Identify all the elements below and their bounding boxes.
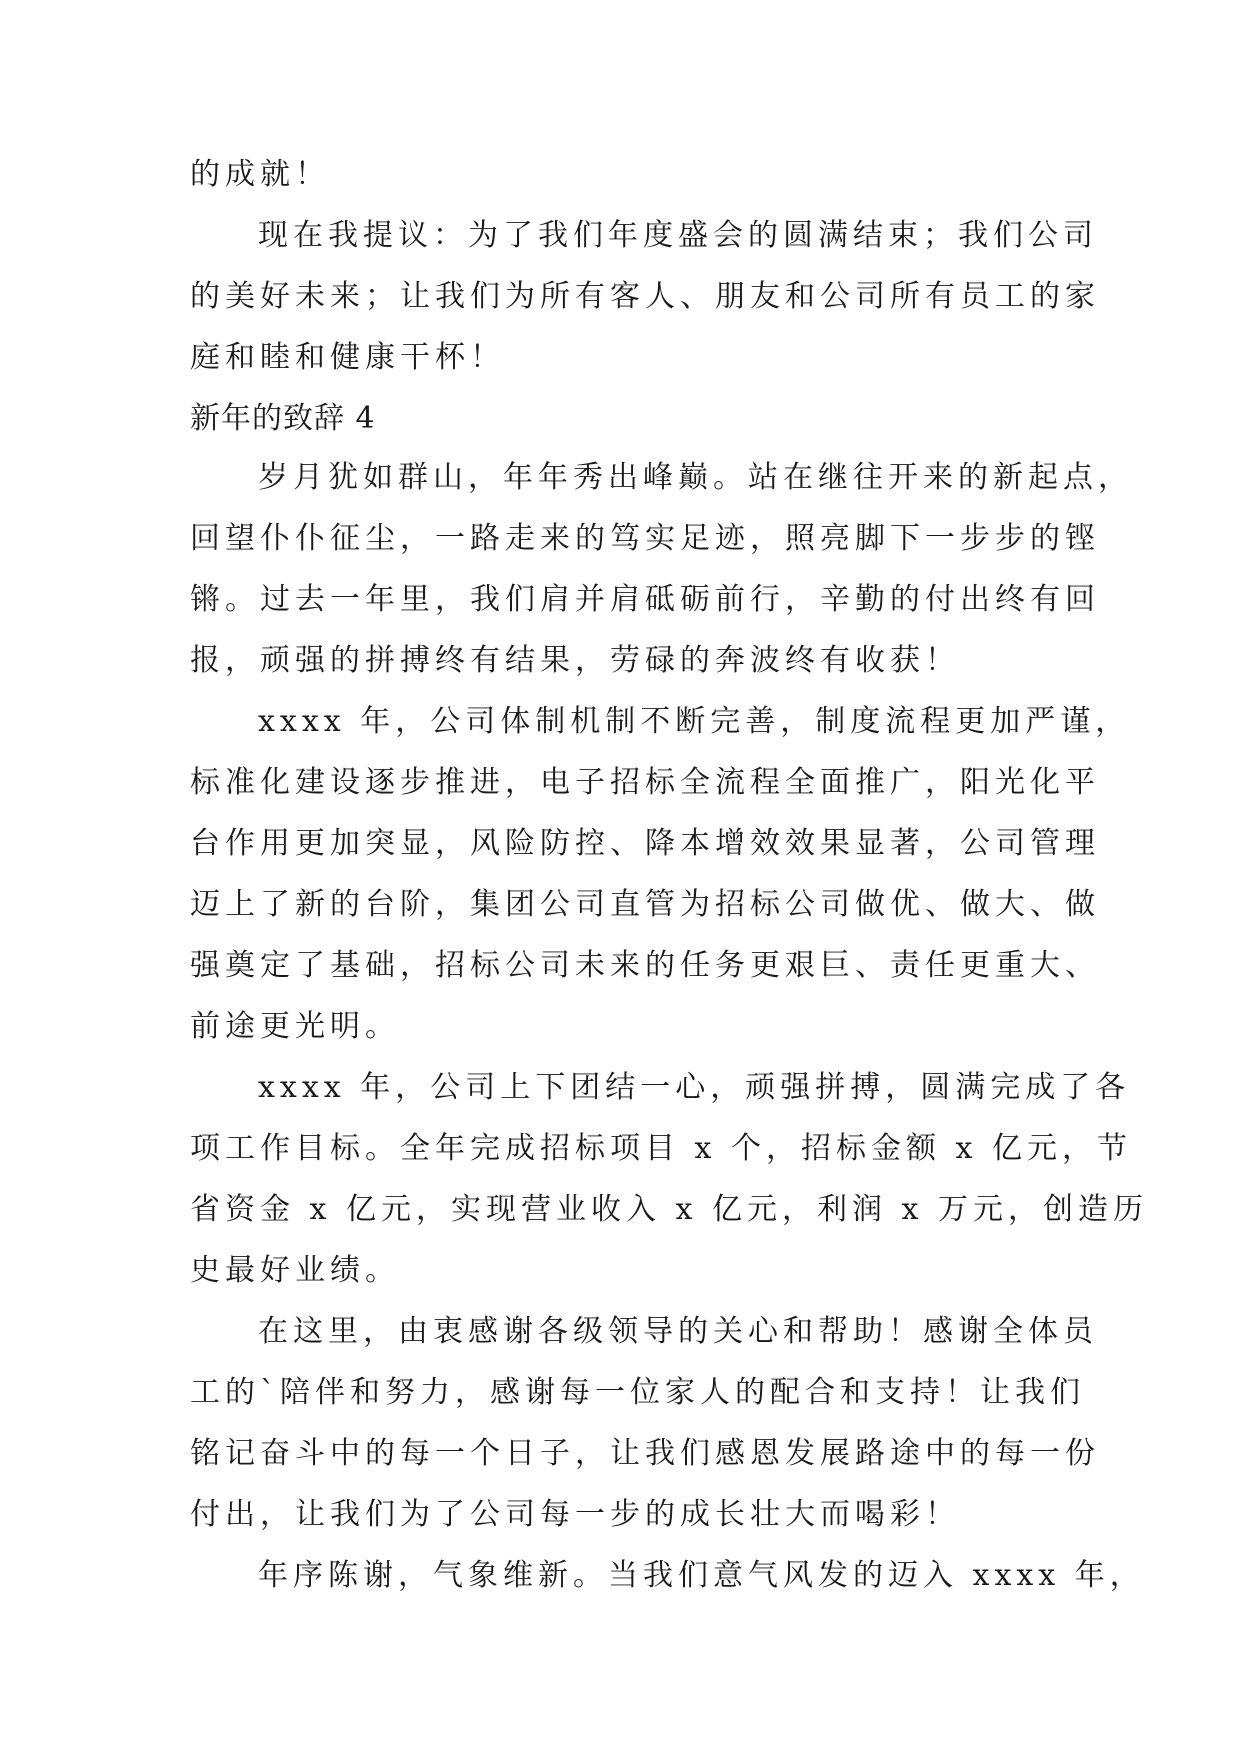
section-heading: 新年的致辞 4: [190, 401, 376, 436]
document-body: [190, 155, 1148, 1617]
paragraph-line: 的成就！: [190, 157, 330, 192]
paragraph-line: xxxx 年，公司上下团结一心，顽强拼搏，圆满完成了各: [258, 1070, 1131, 1105]
paragraph-line: 现在我提议：为了我们年度盛会的圆满结束；我们公司: [258, 218, 1098, 253]
paragraph-line: xxxx 年，公司体制机制不断完善，制度流程更加严谨，: [258, 704, 1131, 739]
paragraph-line: 省资金 x 亿元，实现营业收入 x 亿元，利润 x 万元，创造历: [190, 1192, 1148, 1227]
paragraph-line: 迈上了新的台阶，集团公司直管为招标公司做优、做大、做: [190, 887, 1100, 922]
paragraph-line: 台作用更加突显，风险防控、降本增效效果显著，公司管理: [190, 826, 1100, 861]
paragraph-line: 工的`陪伴和努力，感谢每一位家人的配合和支持！让我们: [190, 1375, 1085, 1410]
paragraph-line: 庭和睦和健康干杯！: [190, 340, 505, 375]
paragraph-line: 年序陈谢，气象维新。当我们意气风发的迈入 xxxx 年，: [258, 1558, 1145, 1593]
paragraph-line: 岁月犹如群山，年年秀出峰巅。站在继往开来的新起点，: [258, 460, 1133, 495]
paragraph-line: 回望仆仆征尘，一路走来的笃实足迹，照亮脚下一步步的铿: [190, 521, 1100, 556]
paragraph-line: 锵。过去一年里，我们肩并肩砥砺前行，辛勤的付出终有回: [190, 582, 1100, 617]
paragraph-line: 史最好业绩。: [190, 1253, 400, 1288]
paragraph-line: 项工作目标。全年完成招标项目 x 个，招标金额 x 亿元，节: [190, 1131, 1132, 1166]
paragraph-line: 付出，让我们为了公司每一步的成长壮大而喝彩！: [190, 1497, 960, 1532]
paragraph-line: 铭记奋斗中的每一个日子，让我们感恩发展路途中的每一份: [190, 1436, 1100, 1471]
paragraph-line: 强奠定了基础，招标公司未来的任务更艰巨、责任更重大、: [190, 948, 1100, 983]
paragraph-line: 的美好未来；让我们为所有客人、朋友和公司所有员工的家: [190, 279, 1100, 314]
paragraph-line: 标准化建设逐步推进，电子招标全流程全面推广，阳光化平: [190, 765, 1100, 800]
paragraph-line: 报，顽强的拼搏终有结果，劳碌的奔波终有收获！: [190, 643, 960, 678]
paragraph-line: 在这里，由衷感谢各级领导的关心和帮助！感谢全体员: [258, 1314, 1098, 1349]
paragraph-line: 前途更光明。: [190, 1009, 400, 1044]
